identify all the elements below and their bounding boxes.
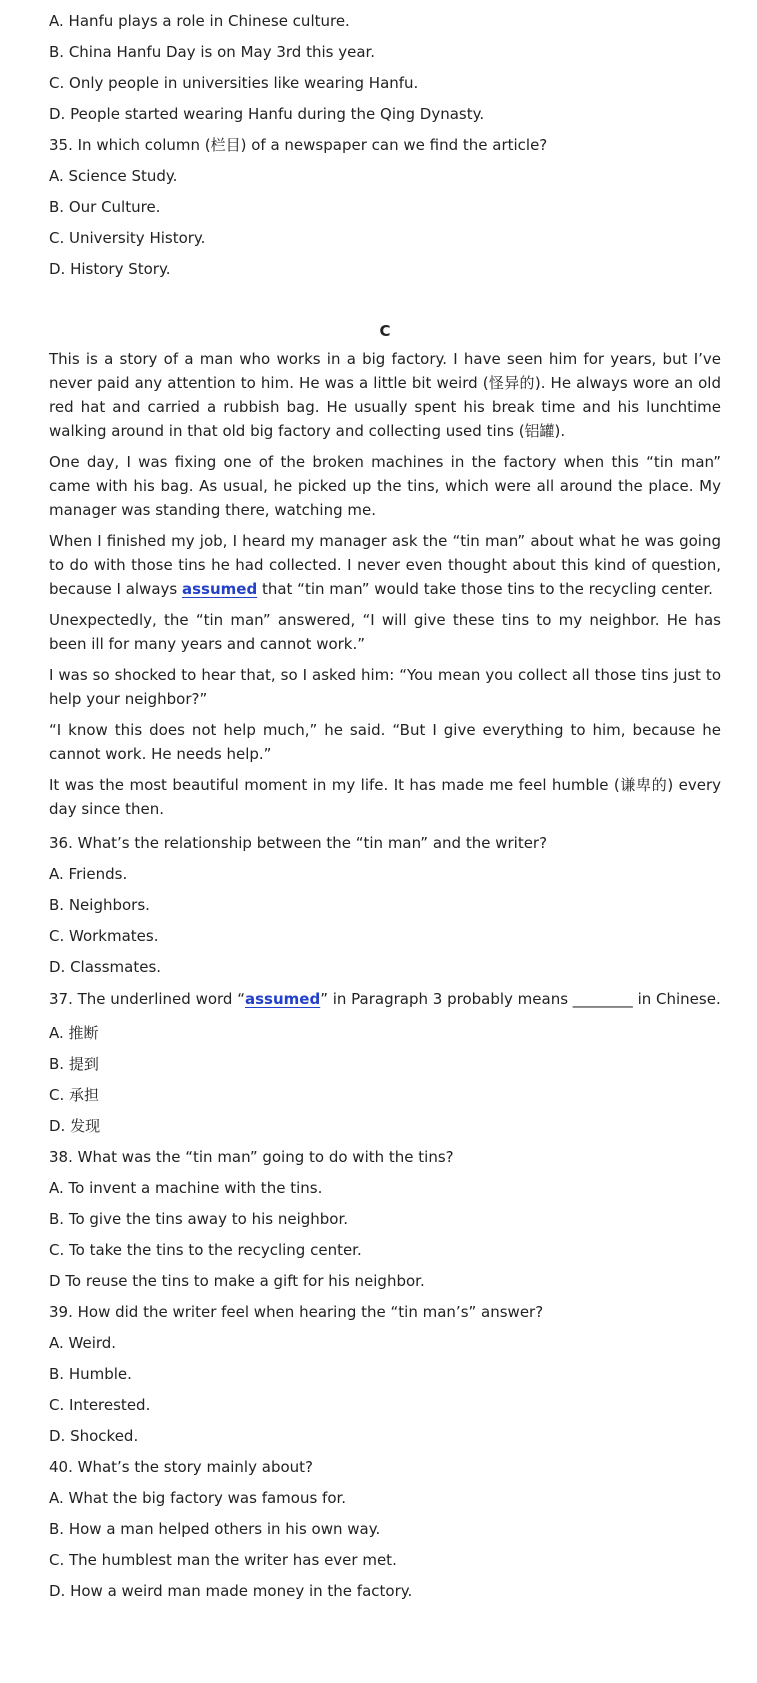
q36-option-d: D. Classmates. <box>49 958 162 976</box>
q34-option-c: C. Only people in universities like wearing Hanfu. <box>49 74 419 92</box>
q40-option-a: A. What the big factory was famous for. <box>49 1489 347 1507</box>
q40-stem: 40. What’s the story mainly about? <box>49 1458 313 1476</box>
q38-option-c: C. To take the tins to the recycling center. <box>49 1241 362 1259</box>
underlined-word-assumed: assumed <box>181 580 258 598</box>
q37-underlined-word: assumed <box>245 990 321 1008</box>
q36-stem: 36. What’s the relationship between the “tin man” and the writer? <box>49 834 548 852</box>
passage-paragraph-6: “I know this does not help much,” he said. “But I give everything to him, because he cannot work. He needs help.” <box>49 721 721 763</box>
q37-option-b: B. 提到 <box>49 1055 99 1073</box>
passage-paragraph-3 <box>49 529 721 601</box>
q37-option-c: C. 承担 <box>49 1086 100 1104</box>
q38-stem: 38. What was the “tin man” going to do with the tins? <box>49 1148 454 1166</box>
section-heading: C <box>379 322 391 340</box>
q37-stem <box>49 987 721 1011</box>
passage-paragraph-2: One day, I was fixing one of the broken machines in the factory when this “tin man” came with his bag. As usual, he picked up the tins, which were all around the place. My manager was standing there, watching me. <box>49 453 721 519</box>
q40-option-b: B. How a man helped others in his own way. <box>49 1520 381 1538</box>
q40-option-c: C. The humblest man the writer has ever met. <box>49 1551 397 1569</box>
q36-option-b: B. Neighbors. <box>49 896 150 914</box>
q39-option-d: D. Shocked. <box>49 1427 139 1445</box>
passage-paragraph-7: It was the most beautiful moment in my life. It has made me feel humble (谦卑的) every day since then. <box>49 776 721 818</box>
q34-option-d: D. People started wearing Hanfu during the Qing Dynasty. <box>49 105 485 123</box>
q35-option-b: B. Our Culture. <box>49 198 161 216</box>
q37-text-after: ” in Paragraph 3 probably means ________ in Chinese. <box>320 990 721 1008</box>
q39-option-a: A. Weird. <box>49 1334 117 1352</box>
q35-option-a: A. Science Study. <box>49 167 178 185</box>
q38-option-d: D To reuse the tins to make a gift for his neighbor. <box>49 1272 425 1290</box>
exam-document <box>49 6 721 1607</box>
q40-option-d: D. How a weird man made money in the factory. <box>49 1582 413 1600</box>
passage-paragraph-5: I was so shocked to hear that, so I asked him: “You mean you collect all those tins just to help your neighbor?” <box>49 666 721 708</box>
q39-option-c: C. Interested. <box>49 1396 151 1414</box>
passage-paragraph-4: Unexpectedly, the “tin man” answered, “I will give these tins to my neighbor. He has been ill for many years and cannot work.” <box>49 611 721 653</box>
paragraph-3-text-after: that “tin man” would take those tins to the recycling center. <box>257 580 713 598</box>
q39-stem: 39. How did the writer feel when hearing the “tin man’s” answer? <box>49 1303 544 1321</box>
paragraph-3-text-before: When I finished my job, I heard my manager ask the “tin man” about what he was going to do with those tins he had collected. I never even thought about this kind of question, because I always <box>49 532 721 598</box>
q38-option-b: B. To give the tins away to his neighbor. <box>49 1210 349 1228</box>
q35-option-c: C. University History. <box>49 229 206 247</box>
q39-option-b: B. Humble. <box>49 1365 132 1383</box>
q37-option-d: D. 发现 <box>49 1117 101 1135</box>
q34-option-a: A. Hanfu plays a role in Chinese culture. <box>49 12 350 30</box>
q38-option-a: A. To invent a machine with the tins. <box>49 1179 323 1197</box>
q35-option-d: D. History Story. <box>49 260 171 278</box>
section-gap <box>49 285 721 316</box>
q37-text-before: 37. The underlined word “ <box>49 990 245 1008</box>
q35-stem: 35. In which column (栏目) of a newspaper can we find the article? <box>49 136 548 154</box>
passage-paragraph-1: This is a story of a man who works in a big factory. I have seen him for years, but I’ve never paid any attention to him. He was a little bit weird (怪异的). He always wore an old red hat and carried a rubbish bag. He usually spent his break time and his lunchtime walking around in that old big factory and collecting used tins (铝罐). <box>49 350 721 440</box>
q36-option-a: A. Friends. <box>49 865 128 883</box>
q34-option-b: B. China Hanfu Day is on May 3rd this year. <box>49 43 376 61</box>
q37-option-a: A. 推断 <box>49 1024 99 1042</box>
q36-option-c: C. Workmates. <box>49 927 159 945</box>
